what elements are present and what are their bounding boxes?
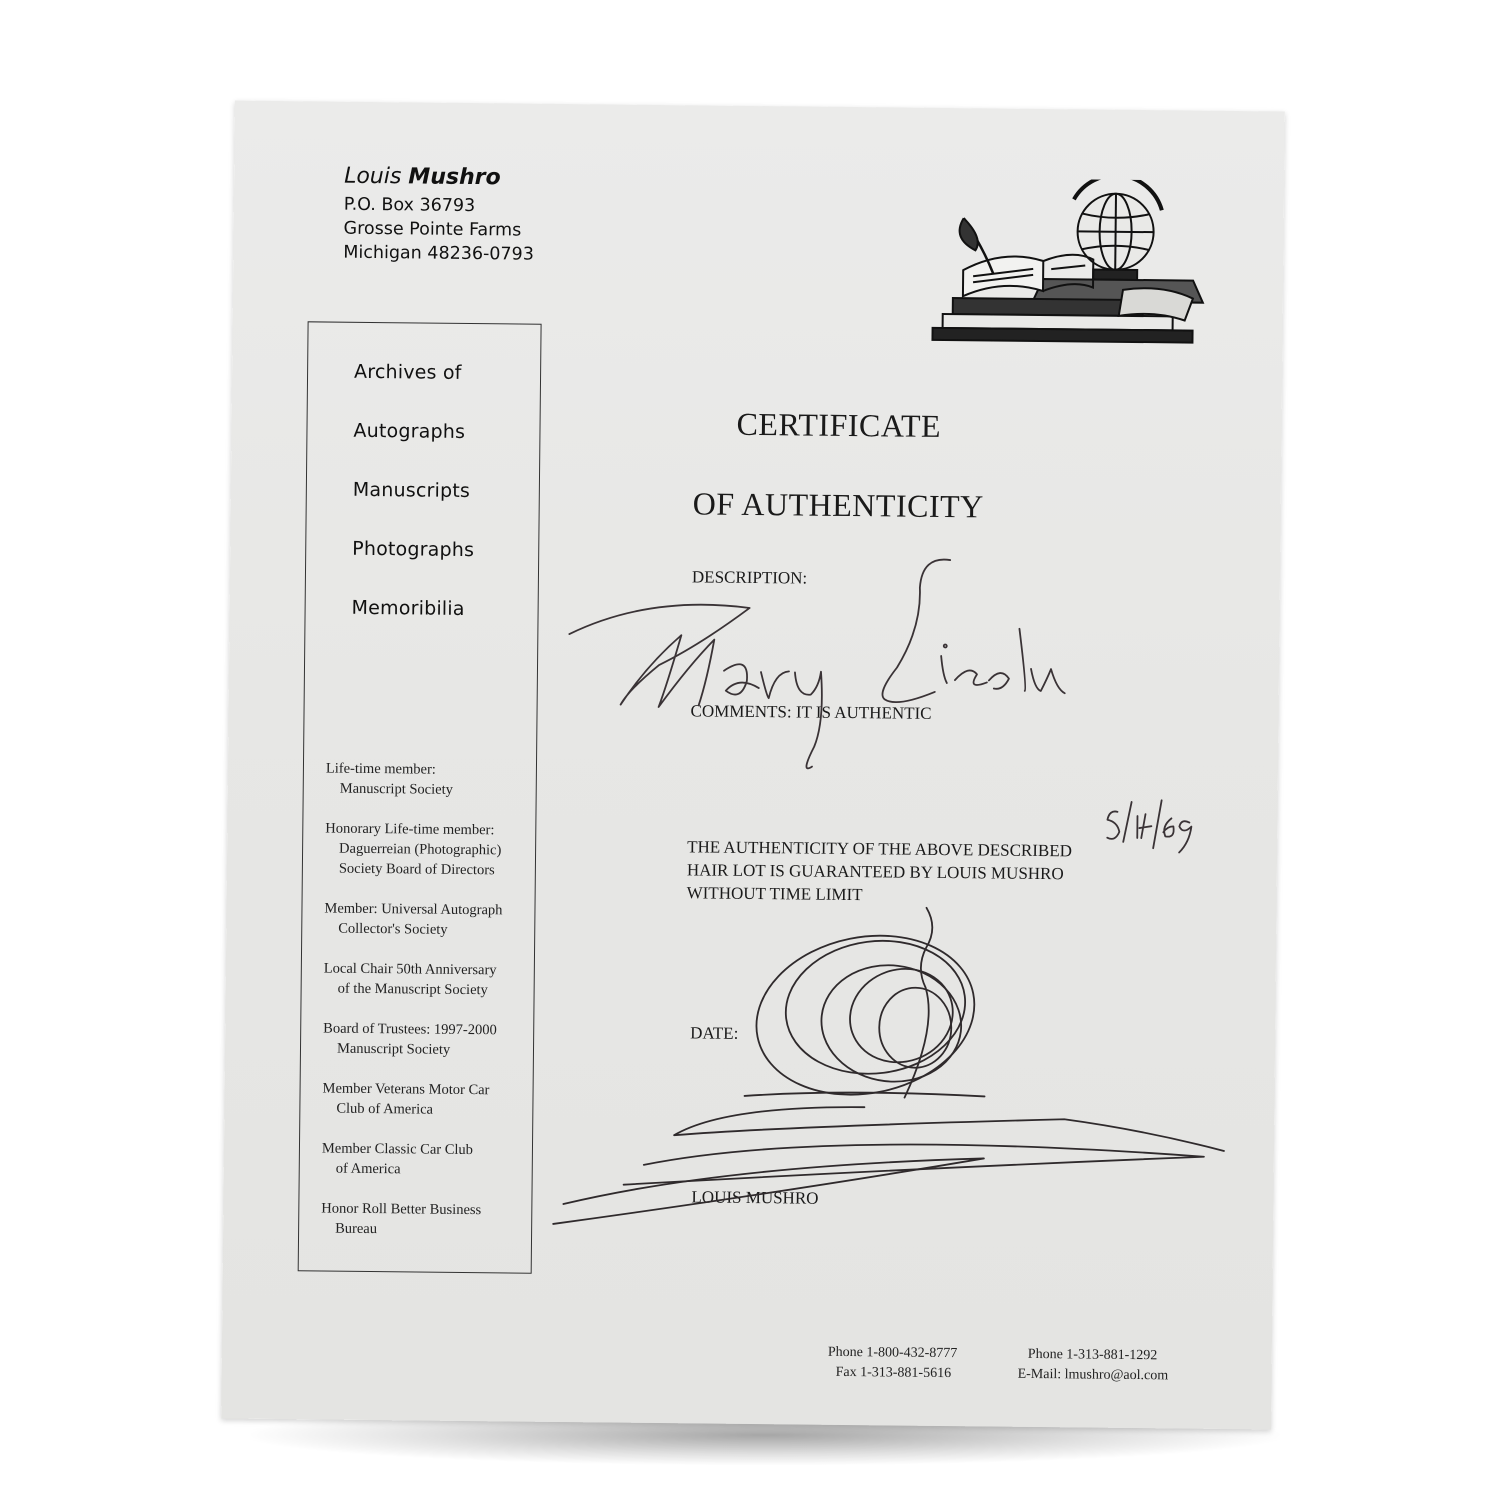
specialty-item: Archives of (353, 360, 462, 384)
membership-line: of America (335, 1160, 401, 1178)
specialty-item: Photographs (352, 537, 475, 562)
email-address: E-Mail: lmushro@aol.com (1017, 1366, 1169, 1384)
dealer-name (344, 164, 535, 191)
membership-entry (324, 899, 534, 941)
date-label: DATE: (690, 1023, 739, 1043)
membership-entry (325, 819, 536, 881)
phone-local: Phone 1-313-881-1292 (1027, 1346, 1158, 1364)
specialties-list (351, 361, 476, 657)
specialty-item: Manuscripts (352, 478, 471, 503)
certificate-title-line2: OF AUTHENTICITY (692, 485, 984, 525)
membership-line: Member: Universal Autograph (324, 900, 503, 919)
dealer-first-name: Louis (344, 163, 409, 190)
specialty-item: Memoribilia (351, 596, 465, 620)
guarantee-text: THE AUTHENTICITY OF THE ABOVE DESCRIBED HAIR LOT IS GUARANTEED BY LOUIS MUSHRO WITHOUT TIME LIMIT (686, 837, 1073, 905)
membership-entry (326, 759, 536, 801)
globe-books-logo-icon (922, 178, 1214, 351)
address-line: P.O. Box 36793 (343, 194, 476, 217)
membership-line: Manuscript Society (336, 1040, 451, 1058)
membership-entry (322, 1079, 532, 1121)
membership-line: of the Manuscript Society (337, 980, 488, 999)
address-line: Grosse Pointe Farms (343, 218, 522, 241)
specialty-item: Autographs (353, 419, 466, 443)
membership-entry (323, 1019, 533, 1061)
memberships-list (321, 759, 536, 1261)
membership-line: Daguerreian (Photographic) Society Board of Directors (338, 840, 502, 879)
membership-entry (321, 1199, 531, 1241)
contact-left (828, 1343, 958, 1384)
membership-line: Manuscript Society (339, 780, 453, 798)
membership-line: Collector's Society (338, 920, 448, 938)
membership-line: Bureau (335, 1220, 378, 1238)
membership-line: Life-time member: (325, 760, 436, 778)
dealer-scribble-signature (553, 904, 1226, 1231)
membership-entry (324, 959, 534, 1001)
contact-right (1018, 1345, 1169, 1387)
signer-name: LOUIS MUSHRO (691, 1187, 819, 1208)
membership-line: Member Classic Car Club (321, 1140, 474, 1159)
phone-tollfree: Phone 1-800-432-8777 (827, 1344, 958, 1362)
membership-line: Club of America (336, 1100, 434, 1118)
mary-lincoln-signature (568, 556, 1066, 771)
membership-entry (322, 1139, 532, 1181)
description-label: DESCRIPTION: (691, 567, 808, 588)
comments-label: COMMENTS: IT IS AUTHENTIC (690, 701, 932, 723)
certificate-title-line1: CERTIFICATE (736, 405, 942, 444)
specialties-box (298, 321, 542, 1273)
membership-line: Honor Roll Better Business (321, 1200, 482, 1219)
membership-line: Honorary Life-time member: (325, 820, 495, 839)
letterhead (343, 164, 535, 267)
membership-line: Board of Trustees: 1997-2000 (323, 1020, 497, 1039)
handwritten-date-note (1107, 800, 1192, 853)
fax-number: Fax 1-313-881-5616 (835, 1364, 952, 1382)
membership-line: Member Veterans Motor Car (322, 1080, 490, 1099)
certificate-document (221, 101, 1285, 1430)
membership-line: Local Chair 50th Anniversary (323, 960, 497, 979)
dealer-last-name: Mushro (408, 164, 501, 191)
address-line: Michigan 48236-0793 (343, 242, 534, 265)
